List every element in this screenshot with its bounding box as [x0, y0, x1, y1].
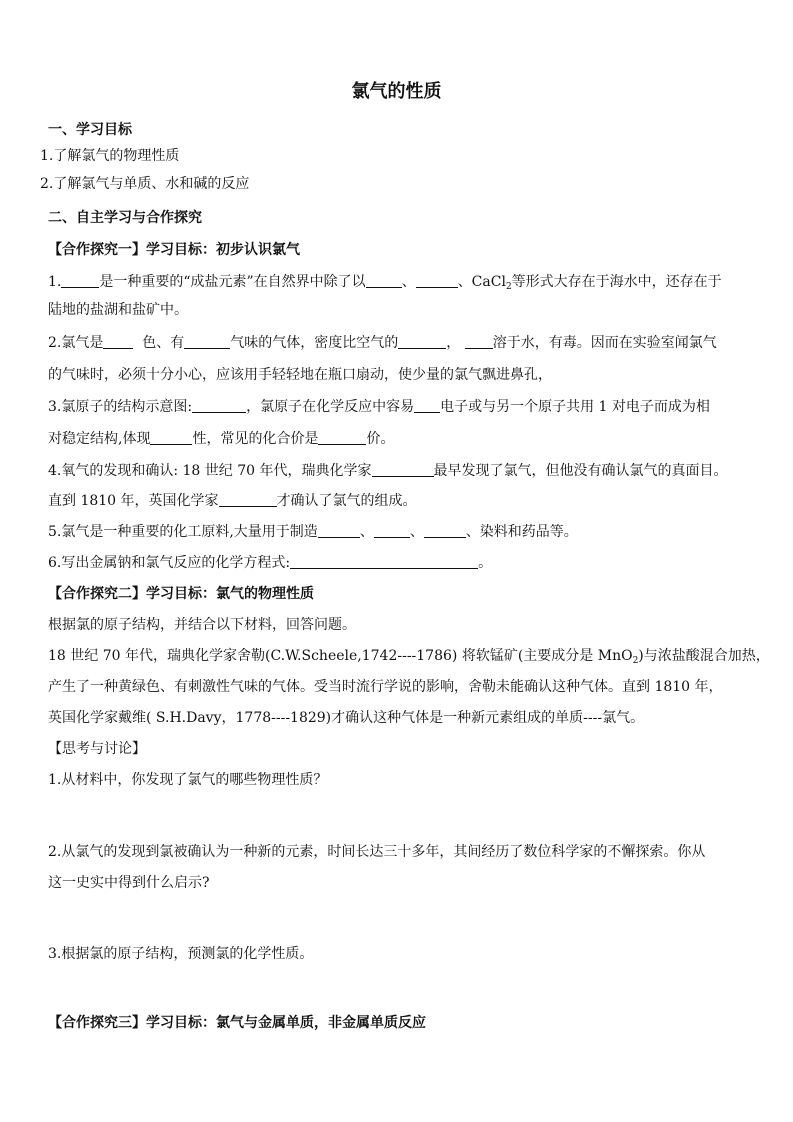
fill-blank[interactable] — [184, 334, 230, 349]
inquiry-3-heading: 【合作探究三】学习目标：氯气与金属单质，非金属单质反应 — [48, 1015, 426, 1031]
fill-blank[interactable] — [398, 334, 446, 349]
fill-blank[interactable] — [318, 430, 366, 445]
material-line-1: 18 世纪 70 年代，瑞典化学家舍勒(C.W.Scheele,1742----1786) 将软锰矿(主要成分是 MnO$_2$)与浓盐酸混合加热， — [48, 648, 770, 666]
goal-item-2: 2.了解氯气与单质、水和碱的反应 — [40, 176, 250, 192]
fill-blank[interactable] — [372, 462, 434, 477]
question-4-line-2: 直到 1810 年，英国化学家 才确认了氯气的组成。 — [48, 493, 417, 509]
question-2: 2.氯气是 色、有 气味的气体，密度比空气的 ， 溶于水，有毒。因而在实验室闻氯气 — [48, 335, 717, 351]
fill-blank[interactable] — [424, 523, 466, 538]
discussion-heading: 【思考与讨论】 — [48, 741, 146, 757]
discussion-question-1: 1.从材料中，你发现了氯气的哪些物理性质？ — [48, 772, 328, 788]
fill-blank[interactable] — [414, 398, 440, 413]
inquiry-1-heading: 【合作探究一】学习目标：初步认识氯气 — [48, 242, 300, 258]
fill-blank[interactable] — [374, 523, 410, 538]
fill-blank[interactable] — [465, 334, 493, 349]
goal-item-1: 1.了解氯气的物理性质 — [40, 148, 180, 164]
fill-blank[interactable] — [61, 273, 99, 288]
fill-blank[interactable] — [192, 398, 246, 413]
discussion-question-2: 2.从氯气的发现到氯被确认为一种新的元素，时间长达三十多年，其间经历了数位科学家的不懈探索。你从 — [48, 844, 706, 860]
page-title: 氯气的性质 — [351, 81, 442, 102]
section-1-heading: 一、学习目标 — [48, 122, 132, 138]
fill-blank[interactable] — [366, 273, 402, 288]
inquiry-2-intro: 根据氯的原子结构，并结合以下材料，回答问题。 — [48, 617, 356, 633]
section-2-heading: 二、自主学习与合作探究 — [48, 210, 202, 226]
discussion-question-2-line-2: 这一史实中得到什么启示? — [48, 875, 210, 891]
question-6: 6.写出金属钠和氯气反应的化学方程式: 。 — [48, 555, 493, 571]
material-line-3: 英国化学家戴维( S.H.Davy，1778----1829)才确认这种气体是一种新元素组成的单质----氯气。 — [48, 710, 645, 726]
fill-blank[interactable] — [103, 334, 133, 349]
question-1: 1. 是一种重要的“成盐元素”在自然界中除了以 、 、CaCl$_2$等形式大存在于海水中，还存在于 — [48, 274, 722, 292]
fill-blank[interactable] — [290, 554, 478, 569]
fill-blank[interactable] — [318, 523, 360, 538]
fill-blank[interactable] — [219, 492, 277, 507]
fill-blank[interactable] — [150, 430, 192, 445]
inquiry-2-heading: 【合作探究二】学习目标：氯气的物理性质 — [48, 586, 314, 602]
question-5: 5.氯气是一种重要的化工原料,大量用于制造 、 、 、染料和药品等。 — [48, 524, 578, 540]
question-3-line-2: 对稳定结构,体现 性，常见的化合价是 价。 — [48, 431, 395, 447]
question-4: 4.氧气的发现和确认: 18 世纪 70 年代，瑞典化学家 最早发现了氯气，但他没有确认氯气的真面目。 — [48, 463, 728, 479]
material-line-2: 产生了一种黄绿色、有刺激性气味的气体。受当时流行学说的影响，舍勒未能确认这种气体。直到 1810 年， — [48, 679, 723, 695]
question-3: 3.氯原子的结构示意图: ，氯原子在化学反应中容易 电子或与另一个原子共用 1 对电子而成为相 — [48, 399, 710, 415]
question-2-line-2: 的气味时，必须十分小心，应该用手轻轻地在瓶口扇动，使少量的氯气飘进鼻孔， — [48, 367, 552, 383]
question-1-line-2: 陆地的盐湖和盐矿中。 — [48, 302, 188, 318]
discussion-question-3: 3.根据氯的原子结构，预测氯的化学性质。 — [48, 946, 314, 962]
fill-blank[interactable] — [416, 273, 458, 288]
